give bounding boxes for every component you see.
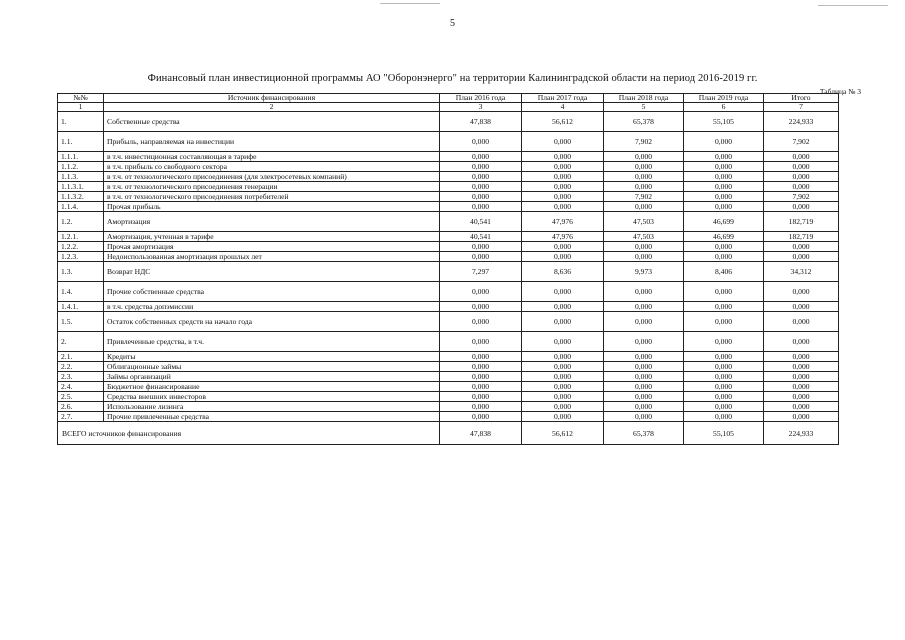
scan-artifact [818,5,888,6]
header-cell: Итого [764,94,839,103]
row-plan-value: 0,000 [604,402,684,412]
row-plan-value: 0,000 [522,332,604,352]
table-row [58,372,839,382]
row-plan-value: 0,000 [684,182,764,192]
row-plan-value: 0,000 [684,312,764,332]
row-plan-value: 0,000 [522,242,604,252]
row-plan-value: 0,000 [522,352,604,362]
row-total-value: 0,000 [764,352,839,362]
row-plan-value: 0,000 [604,282,684,302]
row-code: 1.5. [58,312,104,332]
row-plan-value: 46,699 [684,232,764,242]
row-plan-value: 0,000 [440,312,522,332]
row-code: 1.1.3.1. [58,182,104,192]
row-plan-value: 0,000 [440,162,522,172]
row-plan-value: 0,000 [440,382,522,392]
row-plan-value: 0,000 [684,392,764,402]
row-plan-value: 0,000 [604,412,684,422]
row-code: 1.1.4. [58,202,104,212]
row-plan-value: 0,000 [604,392,684,402]
row-code: 2.3. [58,372,104,382]
row-plan-value: 47,503 [604,232,684,242]
row-total-value: 182,719 [764,212,839,232]
row-plan-value: 0,000 [684,172,764,182]
row-plan-value: 0,000 [522,362,604,372]
row-total-value: 0,000 [764,282,839,302]
row-code: 1.2. [58,212,104,232]
row-plan-value: 0,000 [604,352,684,362]
row-plan-value: 0,000 [522,412,604,422]
row-plan-value: 47,976 [522,232,604,242]
row-total-value: 0,000 [764,152,839,162]
row-code: 1.2.1. [58,232,104,242]
row-total-value: 0,000 [764,372,839,382]
row-plan-value: 0,000 [440,152,522,162]
row-plan-value: 0,000 [440,362,522,372]
row-plan-value: 0,000 [684,402,764,412]
row-total-value: 0,000 [764,162,839,172]
row-plan-value: 0,000 [522,202,604,212]
row-source-name: Средства внешних инвесторов [104,392,440,402]
header-cell: План 2019 года [684,94,764,103]
row-plan-value: 0,000 [604,172,684,182]
row-code: 2.6. [58,402,104,412]
row-plan-value: 0,000 [440,282,522,302]
header-cell: План 2016 года [440,94,522,103]
row-plan-value: 0,000 [440,402,522,412]
row-plan-value: 40,541 [440,212,522,232]
table-label: Таблица № 3 [819,87,861,96]
table-row [58,332,839,352]
column-number-row [58,103,839,112]
row-plan-value: 7,902 [604,132,684,152]
row-plan-value: 0,000 [604,202,684,212]
row-plan-value: 0,000 [522,302,604,312]
column-number: 5 [604,103,684,112]
table-row [58,202,839,212]
column-number: 3 [440,103,522,112]
row-plan-value: 0,000 [604,362,684,372]
row-plan-value: 47,838 [440,112,522,132]
row-plan-value: 0,000 [684,282,764,302]
row-total-value: 0,000 [764,412,839,422]
row-source-name: Прочие привлеченные средства [104,412,440,422]
row-source-name: Амортизация, учтенная в тарифе [104,232,440,242]
financing-table [57,93,839,445]
row-plan-value: 0,000 [684,412,764,422]
total-value: 47,838 [440,422,522,445]
row-code: 1.1.3.2. [58,192,104,202]
row-plan-value: 0,000 [522,392,604,402]
table-row [58,302,839,312]
row-code: 2.7. [58,412,104,422]
row-plan-value: 0,000 [684,252,764,262]
row-total-value: 7,902 [764,192,839,202]
row-plan-value: 0,000 [684,152,764,162]
row-code: 1. [58,112,104,132]
table-row [58,352,839,362]
row-code: 2.2. [58,362,104,372]
row-plan-value: 0,000 [522,312,604,332]
row-code: 1.2.2. [58,242,104,252]
row-source-name: в т.ч. средства допэмиссии [104,302,440,312]
row-total-value: 0,000 [764,252,839,262]
row-plan-value: 0,000 [440,252,522,262]
row-plan-value: 0,000 [440,332,522,352]
total-value: 224,933 [764,422,839,445]
row-source-name: в т.ч. от технологического присоединения (для электросетевых компаний) [104,172,440,182]
column-number: 6 [684,103,764,112]
row-plan-value: 0,000 [604,382,684,392]
row-code: 1.4. [58,282,104,302]
row-plan-value: 0,000 [604,302,684,312]
row-source-name: Кредиты [104,352,440,362]
row-plan-value: 0,000 [604,252,684,262]
row-plan-value: 0,000 [440,192,522,202]
row-code: 1.1.3. [58,172,104,182]
row-total-value: 0,000 [764,172,839,182]
table-row [58,412,839,422]
row-total-value: 182,719 [764,232,839,242]
row-source-name: Прочая прибыль [104,202,440,212]
scan-artifact [380,3,440,4]
header-cell: №№ [58,94,104,103]
header-cell: План 2018 года [604,94,684,103]
row-plan-value: 55,105 [684,112,764,132]
row-source-name: Остаток собственных средств на начало года [104,312,440,332]
row-plan-value: 0,000 [684,362,764,372]
row-plan-value: 0,000 [440,242,522,252]
row-total-value: 224,933 [764,112,839,132]
table-row [58,402,839,412]
row-plan-value: 0,000 [604,152,684,162]
row-plan-value: 0,000 [604,162,684,172]
row-plan-value: 46,699 [684,212,764,232]
row-source-name: Возврат НДС [104,262,440,282]
table-row [58,382,839,392]
row-total-value: 0,000 [764,382,839,392]
row-plan-value: 0,000 [522,172,604,182]
row-code: 2.4. [58,382,104,392]
row-total-value: 0,000 [764,242,839,252]
header-cell: Источник финансирования [104,94,440,103]
row-total-value: 0,000 [764,332,839,352]
row-total-value: 0,000 [764,392,839,402]
header-cell: План 2017 года [522,94,604,103]
row-code: 1.1. [58,132,104,152]
row-plan-value: 7,902 [604,192,684,202]
row-plan-value: 0,000 [522,402,604,412]
row-plan-value: 0,000 [440,302,522,312]
row-total-value: 0,000 [764,312,839,332]
row-plan-value: 0,000 [604,182,684,192]
column-number: 4 [522,103,604,112]
row-plan-value: 0,000 [604,312,684,332]
table-row [58,262,839,282]
row-source-name: Привлеченные средства, в т.ч. [104,332,440,352]
row-total-value: 0,000 [764,362,839,372]
table-row [58,312,839,332]
total-value: 55,105 [684,422,764,445]
row-code: 1.1.1. [58,152,104,162]
document-title: Финансовый план инвестиционной программы АО "Оборонэнерго" на территории Калининградской области на период 2016-2019 гг. [147,73,758,84]
row-plan-value: 0,000 [684,332,764,352]
row-source-name: Бюджетное финансирование [104,382,440,392]
total-value: 56,612 [522,422,604,445]
column-number: 1 [58,103,104,112]
row-plan-value: 0,000 [522,192,604,202]
row-source-name: Прочие собственные средства [104,282,440,302]
row-plan-value: 0,000 [684,382,764,392]
table-row [58,182,839,192]
total-label: ВСЕГО источников финансирования [58,422,440,445]
row-total-value: 0,000 [764,302,839,312]
row-source-name: Амортизация [104,212,440,232]
row-plan-value: 0,000 [440,372,522,382]
table-row [58,162,839,172]
row-plan-value: 47,503 [604,212,684,232]
table-row [58,242,839,252]
row-code: 2.1. [58,352,104,362]
header-row [58,94,839,103]
table-row [58,172,839,182]
row-plan-value: 56,612 [522,112,604,132]
row-plan-value: 0,000 [684,192,764,202]
table-row [58,282,839,302]
row-source-name: Прибыль, направляемая на инвестиции [104,132,440,152]
row-plan-value: 0,000 [440,392,522,402]
row-code: 1.4.1. [58,302,104,312]
row-code: 1.3. [58,262,104,282]
column-number: 2 [104,103,440,112]
row-plan-value: 0,000 [522,132,604,152]
total-value: 65,378 [604,422,684,445]
table-row [58,152,839,162]
table-row [58,362,839,372]
table-row [58,192,839,202]
row-plan-value: 0,000 [684,372,764,382]
row-source-name: Использование лизинга [104,402,440,412]
row-code: 2.5. [58,392,104,402]
row-total-value: 0,000 [764,202,839,212]
row-plan-value: 7,297 [440,262,522,282]
row-plan-value: 40,541 [440,232,522,242]
row-source-name: Займы организаций [104,372,440,382]
row-plan-value: 0,000 [684,302,764,312]
row-plan-value: 0,000 [440,132,522,152]
page-number: 5 [450,18,455,29]
row-plan-value: 0,000 [440,172,522,182]
row-code: 2. [58,332,104,352]
row-source-name: Прочая амортизация [104,242,440,252]
row-source-name: в т.ч. от технологического присоединения потребителей [104,192,440,202]
row-plan-value: 0,000 [440,412,522,422]
row-source-name: в т.ч. от технологического присоединения генерации [104,182,440,192]
row-plan-value: 0,000 [604,372,684,382]
row-plan-value: 0,000 [440,352,522,362]
row-plan-value: 0,000 [522,382,604,392]
row-source-name: Облигационные займы [104,362,440,372]
table-row [58,112,839,132]
table-row [58,212,839,232]
row-total-value: 7,902 [764,132,839,152]
row-plan-value: 8,406 [684,262,764,282]
row-plan-value: 0,000 [684,242,764,252]
row-plan-value: 8,636 [522,262,604,282]
row-plan-value: 65,378 [604,112,684,132]
table-row [58,252,839,262]
row-code: 1.1.2. [58,162,104,172]
row-plan-value: 47,976 [522,212,604,232]
column-number: 7 [764,103,839,112]
row-plan-value: 0,000 [684,202,764,212]
total-row [58,422,839,445]
table-row [58,232,839,242]
row-code: 1.2.3. [58,252,104,262]
row-source-name: в т.ч. инвестиционная составляющая в тарифе [104,152,440,162]
row-plan-value: 0,000 [522,182,604,192]
row-source-name: Собственные средства [104,112,440,132]
row-total-value: 0,000 [764,402,839,412]
row-plan-value: 0,000 [522,162,604,172]
row-plan-value: 0,000 [522,152,604,162]
row-total-value: 34,312 [764,262,839,282]
table-row [58,132,839,152]
row-plan-value: 0,000 [522,252,604,262]
row-source-name: в т.ч. прибыль со свободного сектора [104,162,440,172]
table-row [58,392,839,402]
row-plan-value: 0,000 [522,282,604,302]
row-plan-value: 0,000 [604,332,684,352]
row-plan-value: 0,000 [684,352,764,362]
row-plan-value: 9,973 [604,262,684,282]
row-plan-value: 0,000 [684,162,764,172]
row-plan-value: 0,000 [684,132,764,152]
row-plan-value: 0,000 [604,242,684,252]
row-source-name: Недоиспользованная амортизация прошлых лет [104,252,440,262]
row-plan-value: 0,000 [440,202,522,212]
row-plan-value: 0,000 [522,372,604,382]
row-plan-value: 0,000 [440,182,522,192]
row-total-value: 0,000 [764,182,839,192]
